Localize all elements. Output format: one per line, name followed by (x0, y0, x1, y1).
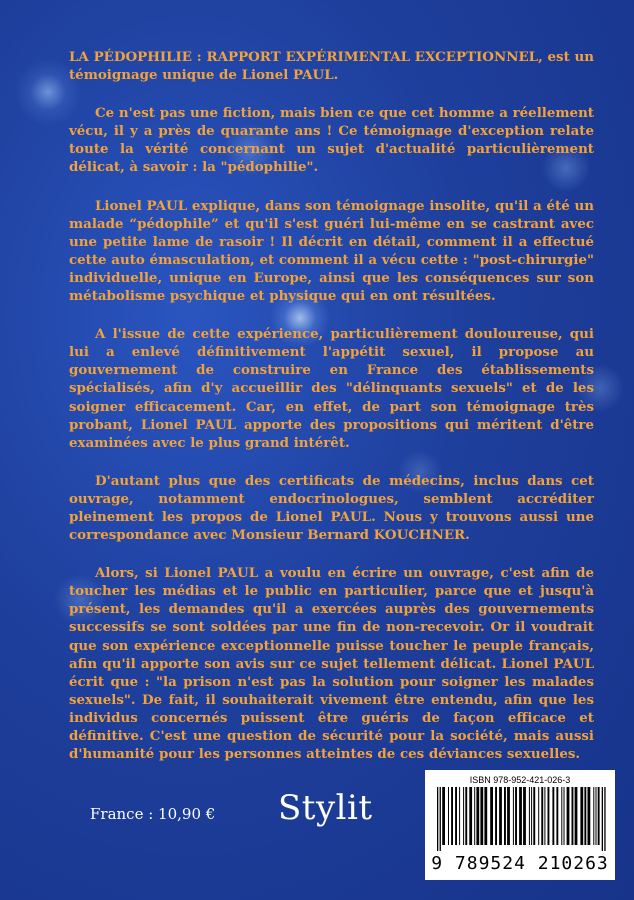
intro-paragraph (69, 48, 594, 84)
paragraph-5: D'autant plus que des certificats de médecins, inclus dans cet ouvrage, notamment endocrinologues, semblent accréditer pleinement les propos de Lionel PAUL. Nous y trouvons aussi une correspondance avec Monsieur Bernard KOUCHNER. (69, 472, 594, 544)
isbn-text: ISBN 978-952-421-026-3 (469, 775, 571, 785)
barcode-label (425, 770, 615, 880)
paragraph-4: A l'issue de cette expérience, particulièrement douloureuse, qui lui a enlevé définitivement l'appétit sexuel, il propose au gouvernement de construire en France des établissements spécialisés, afin d'y accueillir des "délinquants sexuels" et de les soigner efficacement. Car, en effet, de part son témoignage très probant, Lionel PAUL apporte des propositions qui méritent d'être examinées avec le plus grand intérêt. (69, 326, 594, 451)
book-title: LA PÉDOPHILIE : RAPPORT EXPÉRIMENTAL EXCEPTIONNEL (69, 49, 539, 65)
back-cover-text (69, 48, 594, 783)
publisher-logo: Stylit (278, 788, 373, 828)
barcode-icon (433, 787, 607, 851)
paragraph-2: Ce n'est pas une fiction, mais bien ce que cet homme a réellement vécu, il y a près de quarante ans ! Ce témoignage d'exception relate toute la vérité concernant un sujet d'actualité particulièrement délicat, à savoir : la "pédophilie". (69, 105, 594, 176)
barcode-number: 9 789524 210263 (431, 853, 609, 874)
paragraph-6: Alors, si Lionel PAUL a voulu en écrire un ouvrage, c'est afin de toucher les médias et le public en particulier, parce que et jusqu'à présent, les demandes qu'il a exercées auprès des gouvernements successifs se sont soldées par une fin de non-recevoir. Or il voudrait que son expérience exceptionnelle puisse toucher le peuple français, afin qu'il apporte son avis sur ce sujet tellement délicat. Lionel PAUL écrit que : "la prison n'est pas la solution pour soigner les malades sexuels". De fait, il souhaiterait vivement être entendu, afin que les individus concernés puissent être guéris de façon efficace et définitive. C'est une question de sécurité pour la société, mais aussi d'humanité pour les personnes atteintes de ces déviances sexuelles. (69, 565, 594, 763)
paragraph-3: Lionel PAUL explique, dans son témoignage insolite, qu'il a été un malade “pédophile” et qu'il s'est guéri lui-même en se castrant avec une petite lame de rasoir ! Il décrit en détail, comment il a effectué cette auto émasculation, et comment il a vécu cette : "post-chirurgie" individuelle, unique en Europe, ainsi que les conséquences sur son métabolisme psychique et physique qui en ont résultées. (69, 197, 594, 305)
price-label: France : 10,90 € (90, 805, 216, 823)
intro-text: , est un témoignage unique de Lionel PAUL. (69, 49, 595, 84)
